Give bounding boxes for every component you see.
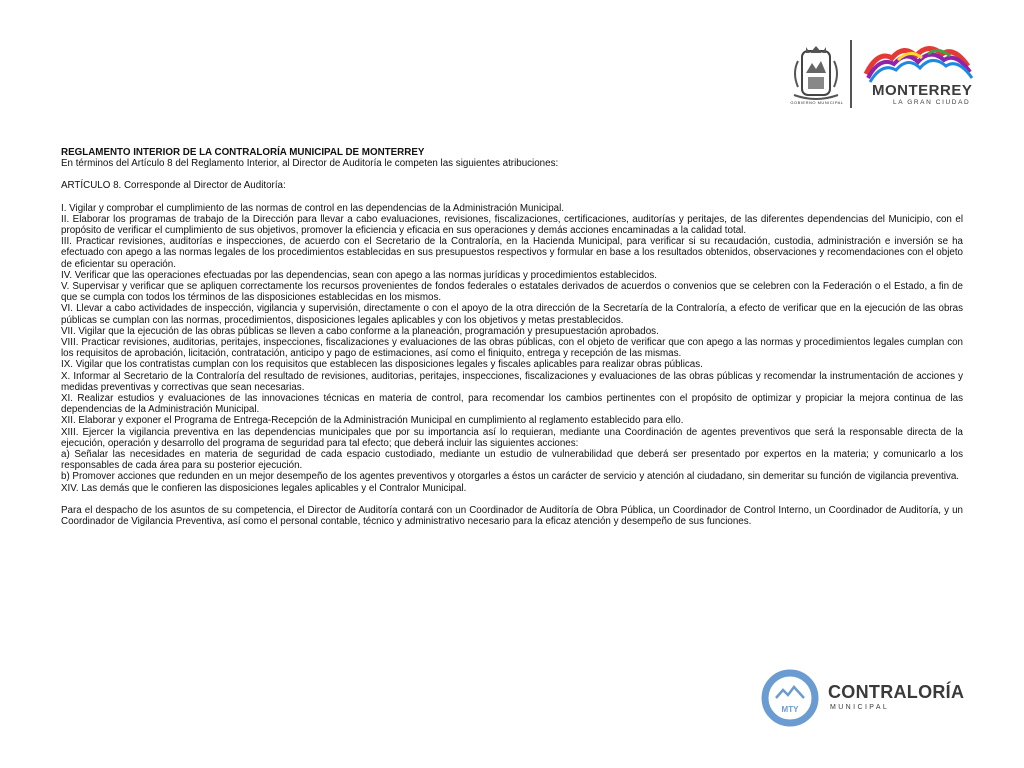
header-logos (786, 38, 976, 110)
municipal-seal-icon (788, 38, 844, 108)
ring-label: MTY (781, 705, 799, 714)
article-item: XII. Elaborar y exponer el Programa de Entrega-Recepción de la Administración Municipal en cumplimiento al reglamento establecido para ello. (61, 415, 684, 427)
article-item: V. Supervisar y verificar que se apliquen correctamente los recursos provenientes de fondos federales o estatales derivados de acuerdos o convenios que se celebren con la Federación o el Estado, a fin de que se cumpla con todos los términos de las disposiciones establecidas en los mismos. (61, 281, 963, 304)
document-body (61, 147, 963, 527)
article-item: X. Informar al Secretario de la Contraloría del resultado de revisiones, auditorias, peritajes, inspecciones, fiscalizaciones y evaluaciones de las obras públicas y recomendar la instrumentación de acciones y medidas preventivas y correctivas que sean necesarias. (61, 370, 963, 393)
monterrey-mountains-icon (858, 40, 976, 84)
article-item: XIV. Las demás que le confieren las disposiciones legales aplicables y el Contralor Municipal. (61, 482, 467, 494)
article-item: VII. Vigilar que la ejecución de las obras públicas se lleven a cabo conforme a la planeación, programación y presupuestación aprobados. (61, 325, 659, 337)
org-name: CONTRALORÍA (828, 682, 965, 702)
city-tagline: LA GRAN CIUDAD (893, 99, 971, 106)
org-subtitle: MUNICIPAL (830, 704, 890, 711)
contraloria-ring-icon (760, 668, 820, 728)
document-intro: En términos del Artículo 8 del Reglamento Interior, al Director de Auditoría le competen las siguientes atribuciones: (61, 158, 559, 170)
closing-paragraph: Para el despacho de los asuntos de su competencia, el Director de Auditoría contará con un Coordinador de Auditoría de Obra Pública, un Coordinador de Control Interno, un Coordinador de Auditoría, y un Coordinador de Vigilancia Preventiva, así como el personal contable, técnico y administrativo necesario para la eficaz atención y desempeño de sus funciones. (61, 504, 963, 528)
article-item: I. Vigilar y comprobar el cumplimiento de las normas de control en las dependencias de la Administración Municipal. (61, 202, 564, 214)
article-item: a) Señalar las necesidades en materia de seguridad de cada espacio custodiado, mediante un estudio de vulnerabilidad que deberá ser presentado por expertos en la materia; y comunicarlo a los responsables de cada área para su posterior ejecución. (61, 449, 963, 472)
article-item: IX. Vigilar que los contratistas cumplan con los requisitos que establecen las disposiciones legales y fiscales aplicables para realizar obras públicas. (61, 359, 703, 371)
seal-caption: GOBIERNO MUNICIPAL (790, 100, 844, 105)
spacer (61, 494, 963, 505)
article-item: II. Elaborar los programas de trabajo de la Dirección para llevar a cabo evaluaciones, revisiones, fiscalizaciones, certificaciones, auditorías y peritajes, de las diferentes dependencias del Municipio, con el propósito de verificar el cumplimiento de sus objetivos, promover la eficiencia y eficacia en sus operaciones y demás acciones encaminadas a la calidad total. (61, 213, 963, 237)
document-title: REGLAMENTO INTERIOR DE LA CONTRALORÍA MUNICIPAL DE MONTERREY (61, 147, 425, 158)
article-heading: ARTÍCULO 8. Corresponde al Director de Auditoría: (61, 180, 286, 192)
contraloria-logo (760, 668, 970, 730)
spacer (61, 169, 963, 180)
article-item: XI. Realizar estudios y evaluaciones de las innovaciones técnicas en materia de control, para recomendar los cambios pertinentes con el propósito de optimizar y propiciar la mejora continua de las dependencias de la Administración Municipal. (61, 393, 963, 416)
article-item: IV. Verificar que las operaciones efectuadas por las dependencias, sean con apego a las normas jurídicas y procedimientos establecidos. (61, 269, 657, 281)
article-item: XIII. Ejercer la vigilancia preventiva en las dependencias municipales que por su importancia así lo requieran, mediante una Coordinación de agentes preventivos que será la responsable directa de la ejecución, operación y desarrollo del programa de seguridad para tal efecto; que deberá incluir las siguientes acciones: (61, 426, 963, 449)
article-item: III. Practicar revisiones, auditorías e inspecciones, de acuerdo con el Secretario de la Contraloría, en la Hacienda Municipal, para verificar si su recaudación, custodia, administración e inversión se ha efectuado con apego a las normas legales de los procedimientos establecidas en sus presupuestos respectivos y formular en base a los resultados obtenidos, observaciones y recomendaciones con el objeto de eficientar su operación. (61, 236, 963, 270)
article-item: VIII. Practicar revisiones, auditorias, peritajes, inspecciones, fiscalizaciones y evaluaciones de las obras públicas, con el objeto de verificar que con apego a las normas y procedimientos legales cumplan con los requisitos de aprobación, licitación, contratación, anticipo y pago de estimaciones, así como el finiquito, entrega y recepción de las mismas. (61, 337, 963, 360)
article-item: b) Promover acciones que redunden en un mejor desempeño de los agentes preventivos y otorgarles a éstos un carácter de servicio y atención al ciudadano, sin demeritar su función de vigilancia preventiva. (61, 471, 960, 483)
spacer (61, 192, 963, 203)
city-name: MONTERREY (872, 82, 973, 99)
logo-divider (850, 40, 852, 108)
article-item: VI. Llevar a cabo actividades de inspección, vigilancia y supervisión, directamente o con el apoyo de la otra dirección de la Secretaría de la Contraloría, a efecto de verificar que en la ejecución de las obras públicas se cumplan con las normas, procedimientos, disposiciones legales aplicables y con los objetivos y metas prestablecidos. (61, 303, 963, 326)
